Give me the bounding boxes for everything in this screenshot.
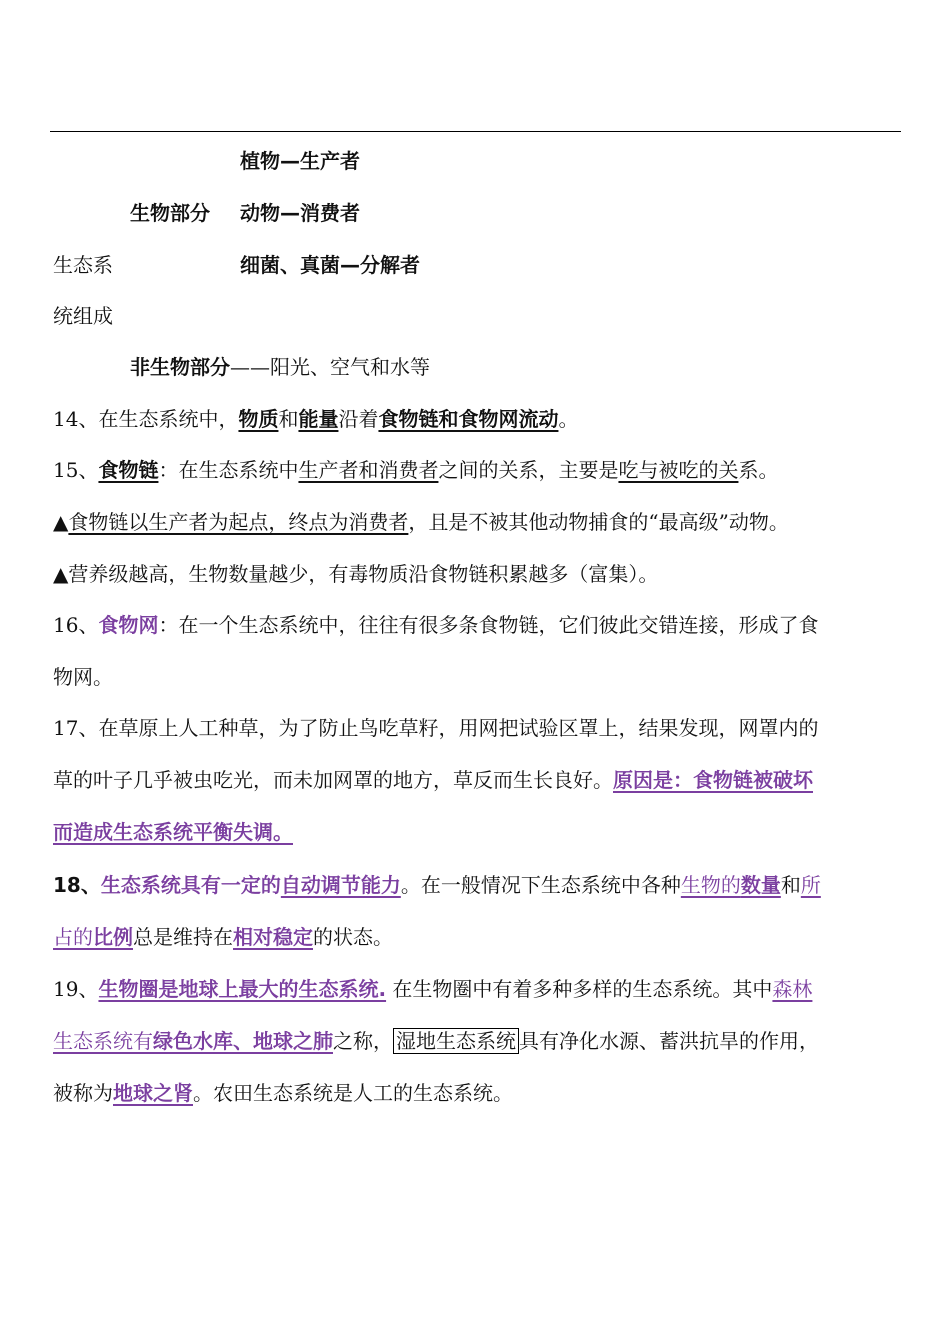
p15-num: 15、 [53, 458, 99, 482]
p14-energy: 能量 [298, 407, 339, 431]
p15-colon: ：在生态系统中 [158, 458, 299, 482]
para-16-line2: 物网。 [53, 665, 113, 689]
triangle-icon: ▲ [53, 510, 69, 534]
tri1-underlined: 食物链以生产者为起点，终点为消费者 [68, 510, 409, 534]
tree-nonbio [130, 354, 430, 380]
p19-forest-1: 森林 [772, 977, 813, 1001]
p19-num: 19、 [53, 977, 99, 1001]
tree-bio-label: 生物部分 [130, 201, 210, 225]
para-14 [53, 406, 578, 432]
p19-cheng: 之称， [333, 1029, 393, 1053]
para-19-line2 [53, 1028, 819, 1054]
para-17-line1: 17、在草原上人工种草，为了防止鸟吃草籽，用网把试验区罩上，结果发现，网罩内的 [53, 716, 819, 740]
para-19-line1 [53, 976, 812, 1002]
p18-mid: 。在一般情况下生态系统中各种 [400, 873, 681, 897]
p14-and: 和 [278, 407, 299, 431]
p19-wetrest: 具有净化水源、蓄洪抗旱的作用， [519, 1029, 819, 1053]
tree-consumer: 动物—消费者 [240, 201, 360, 225]
para-15 [53, 457, 778, 483]
p14-along: 沿着 [338, 407, 379, 431]
p18-auto: 自动调节能力 [280, 873, 401, 897]
p16-num: 16、 [53, 613, 99, 637]
p18-suo: 所 [800, 873, 821, 897]
para-18-line1 [53, 872, 821, 898]
p19-green: 绿色水库、地球之肺 [153, 1029, 333, 1053]
p19-mid: 在生物圈中有着多种多样的生态系统。其中 [386, 977, 773, 1001]
p14-matter: 物质 [238, 407, 279, 431]
p14-flow: 食物链和食物网流动 [378, 407, 559, 431]
p18-qty: 数量 [740, 873, 781, 897]
note-triangle-1 [53, 509, 789, 535]
p15-mid: 之间的关系，主要是 [438, 458, 619, 482]
tree-eco-label-2: 统组成 [53, 304, 113, 328]
p19-kidney: 地球之肾 [113, 1081, 193, 1105]
p16-term: 食物网 [98, 613, 159, 637]
tri1-rest: ，且是不被其他动物捕食的“最高级”动物。 [408, 510, 789, 534]
p18-ratio: 比例 [93, 925, 133, 949]
p15-eat: 吃与被吃的关 [618, 458, 739, 482]
p15-term: 食物链 [98, 458, 159, 482]
header-rule [50, 131, 901, 132]
p18-stable: 相对稳定 [233, 925, 313, 949]
p18-head: 生态系统具有一定的 [100, 873, 281, 897]
p18-end: 的状态。 [313, 925, 393, 949]
p16-text: ：在一个生态系统中，往往有很多条食物链，它们彼此交错连接，形成了食 [158, 613, 819, 637]
para-18-line2 [53, 924, 393, 950]
p14-prefix: 14、在生态系统中， [53, 407, 239, 431]
p18-num: 18、 [53, 873, 101, 897]
para-19-line3 [53, 1080, 513, 1106]
p15-end: 系。 [738, 458, 779, 482]
p14-end: 。 [558, 407, 579, 431]
p18-zhan: 占的 [53, 925, 93, 949]
para-17-line2 [53, 767, 813, 793]
p18-and: 和 [780, 873, 801, 897]
p19-called: 被称为 [53, 1081, 113, 1105]
p18-bio: 生物的 [680, 873, 741, 897]
p18-mid2: 总是维持在 [133, 925, 233, 949]
p19-wetland: 湿地生态系统 [393, 1028, 519, 1054]
p17-text: 草的叶子几乎被虫吃光，而未加网罩的地方，草反而生长良好。 [53, 768, 613, 792]
p19-bold: 生物圈是地球上最大的生态系统. [98, 977, 387, 1001]
para-16-line1 [53, 612, 818, 638]
tree-nonbio-label: 非生物部分 [130, 355, 230, 379]
note-triangle-2: ▲营养级越高，生物数量越少，有毒物质沿食物链积累越多（富集）。 [53, 562, 659, 586]
p15-pc: 生产者和消费者 [298, 458, 439, 482]
tree-nonbio-text: ——阳光、空气和水等 [230, 355, 430, 379]
p17-reason-1: 原因是：食物链被破坏 [613, 768, 813, 792]
p19-forest-2: 生态系统有 [53, 1029, 153, 1053]
para-17-line3: 而造成生态系统平衡失调。 [53, 820, 293, 844]
tree-decomposer: 细菌、真菌—分解者 [240, 253, 420, 277]
tree-eco-label-1: 生态系 [53, 253, 113, 277]
tree-producer: 植物—生产者 [240, 149, 360, 173]
p19-end: 。农田生态系统是人工的生态系统。 [193, 1081, 513, 1105]
